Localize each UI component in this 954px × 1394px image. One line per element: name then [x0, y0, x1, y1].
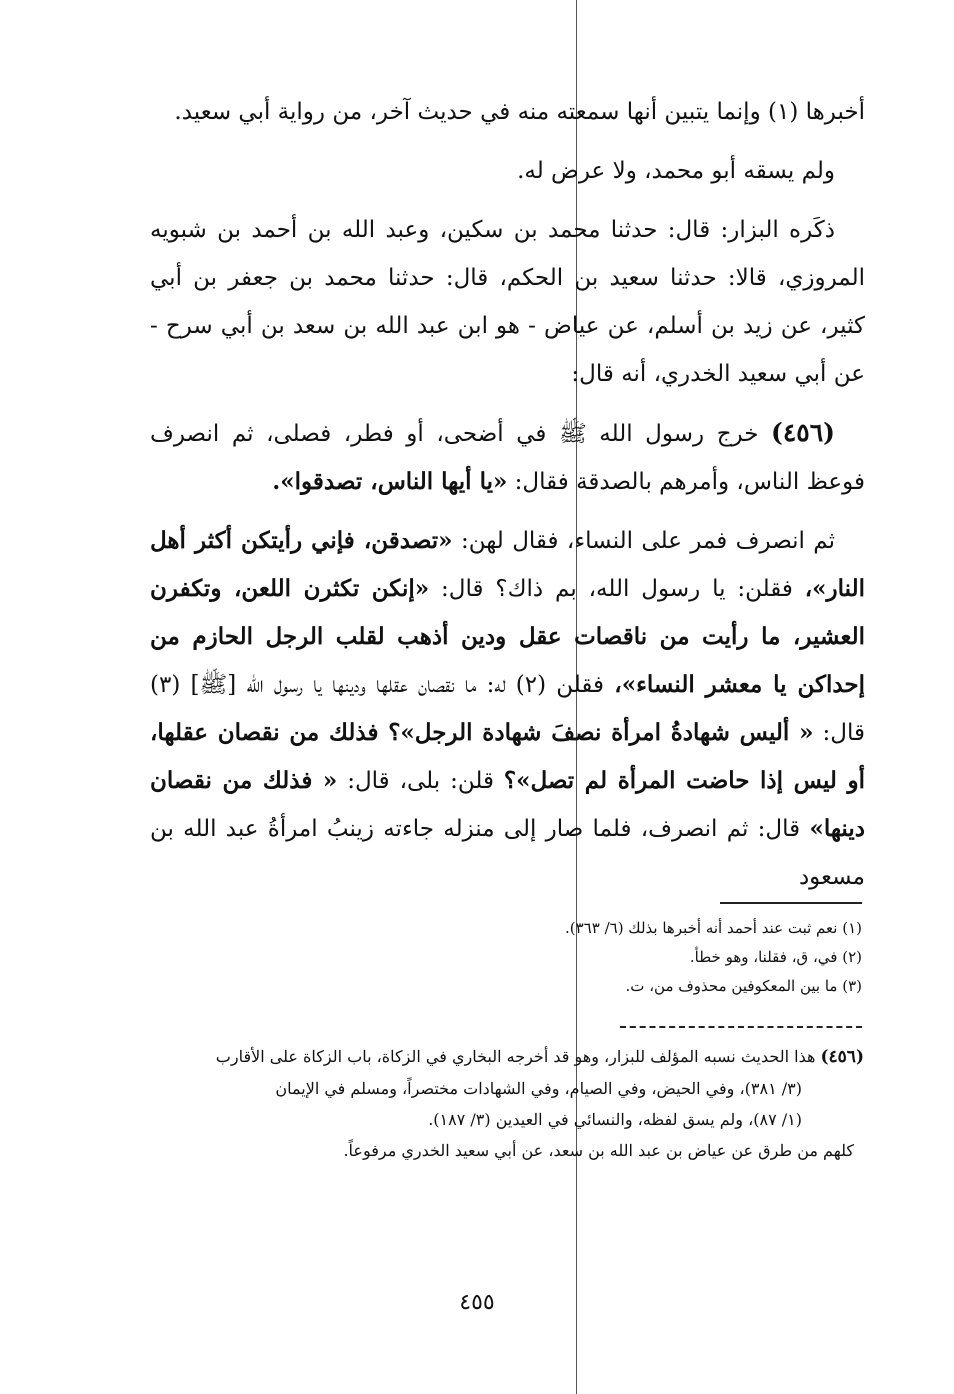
commentary-line-3: (١/ ٨٧)، ولم يسق لفظه، والنسائي في العيدين (٣/ ١٨٧). [428, 1110, 802, 1129]
main-text [150, 88, 865, 901]
p5-part-g: قلن: بلى، قال: [347, 768, 494, 794]
p5-part-b: «تصدقن، فإني رأيتكن أكثر أهل النار»، [150, 527, 866, 602]
commentary-line-2: (٣/ ٣٨١)، وفي الحيض، وفي الصيام، وفي الشهادات مختصراً، ومسلم في الإيمان [275, 1079, 802, 1098]
footnote-1: (١) نعم ثبت عند أحمد أنه أخبرها بذلك (٦/ ٣٦٣). [565, 919, 862, 937]
p5-part-a: ثم انصرف فمر على النساء، فقال لهن: [460, 528, 836, 554]
paragraph-2: ولم يسقه أبو محمد، ولا عرض له. [517, 158, 835, 184]
p5-part-f: « أليس شهادةُ امرأة نصفَ شهادة الرجل»؟ فذلك من نقصان عقلها، أو ليس إذا حاضت المرأة لم تصل»؟ [150, 719, 866, 794]
p5-part-c: فقلن: يا رسول الله، بم ذاك؟ قال: [441, 576, 793, 602]
commentary [152, 1041, 864, 1166]
commentary-head-text: هذا الحديث نسبه المؤلف للبزار، وهو قد أخرجه البخاري في الزكاة، باب الزكاة على الأقارب [215, 1047, 816, 1066]
paragraph-5 [150, 517, 865, 901]
hadith-quote: «يا أيها الناس، تصدقوا». [272, 468, 508, 495]
footnote-2: (٢) في، ق، فقلنا، وهو خطأ. [689, 948, 862, 966]
commentary-line-1 [152, 1041, 864, 1073]
footnotes [300, 914, 862, 1001]
paragraph-1: أخبرها (١) وإنما يتبين أنها سمعته منه في حديث آخر، من رواية أبي سعيد. [174, 99, 865, 125]
paragraph-3: ذكَره البزار: قال: حدثنا محمد بن سكين، وعبد الله بن أحمد بن شبويه المروزي، قالا: حدثنا سعيد بن الحكم، قال: حدثنا محمد بن جعفر بن أبي كثير، عن زيد بن أسلم، عن عياض - هو ابن عبد الله بن سعد بن أبي سرح - عن أبي سعيد الخدري، أنه قال: [150, 217, 865, 387]
p5-part-i: قال: ثم انصرف، فلما صار إلى منزله جاءته زينبُ امرأةُ عبد الله بن مسعود [150, 816, 865, 890]
hadith-number: (٤٥٦) [771, 418, 836, 447]
p5-part-d: «إنكن تكثرن اللعن، وتكفرن العشير، ما رأيت من ناقصات عقل ودين أذهب لقلب الرجل الحازم من إحداكن يا معشر النساء»، [150, 575, 866, 698]
footnote-separator [720, 902, 862, 904]
p5-part-e: فقلن (٢) له: ما نقصان عقلها ودينها يا رسول الله [ﷺ] (٣) قال: [150, 672, 866, 746]
footnote-3: (٣) ما بين المعكوفين محذوف من، ت. [625, 977, 862, 995]
commentary-line-4: كلهم من طرق عن عياض بن عبد الله بن سعد، عن أبي سعيد الخدري مرفوعاً. [343, 1141, 854, 1160]
p5-part-h: « فذلك من نقصان دينها» [150, 767, 866, 842]
hadith-paragraph [150, 409, 865, 506]
page-number: ٤٥٥ [459, 1290, 495, 1315]
commentary-number: (٤٥٦) [820, 1047, 864, 1067]
hadith-text: خرج رسول الله ﷺ في أضحى، أو فطر، فصلى، ثم انصرف فوعظ الناس، وأمرهم بالصدقة فقال: [150, 421, 865, 495]
commentary-separator [620, 1026, 862, 1028]
